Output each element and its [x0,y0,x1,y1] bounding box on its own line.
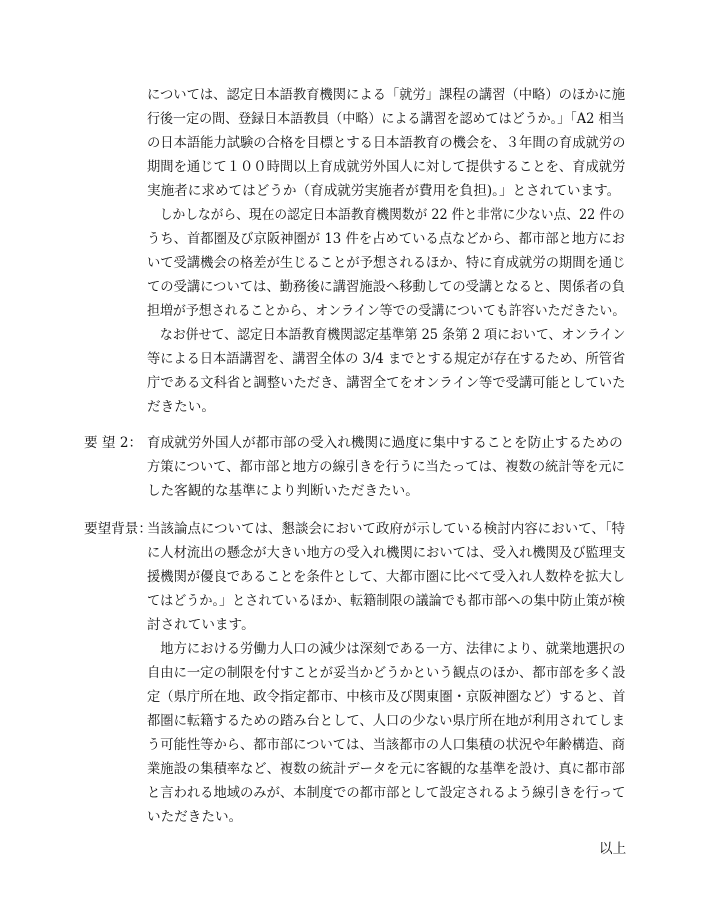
closing-text: 以上 [599,841,627,857]
text-line: うち、首都圏及び京阪神圏が 13 件を占めている点などから、都市部と地方にお [147,231,626,247]
text-line: 自由に一定の制限を付すことが妥当かどうかという観点のほか、都市部を多く設 [147,665,626,681]
text-line: に人材流出の懸念が大きい地方の受入れ機関においては、受入れ機関及び監理支 [147,545,626,561]
text-line: ての受講については、勤務後に講習施設へ移動しての受講となると、関係者の負 [147,279,626,295]
text-line: した客観的な基準により判断いただきたい。 [147,483,419,499]
request-2-label: 要 望 2： [84,435,143,451]
text-line: 育成就労外国人が都市部の受入れ機関に過度に集中することを防止するための [147,435,623,451]
text-line: 実施者に求めてはどうか（育成就労実施者が費用を負担)。」とされています。 [147,183,621,199]
text-line: 当該論点については、懇談会において政府が示している検討内容において、「特 [147,521,626,537]
text-line: てはどうか。」とされているほか、転籍制限の議論でも都市部への集中防止策が検 [147,593,626,609]
text-line: いただきたい。 [147,809,243,825]
text-line: 庁である文科省と調整いただき、講習全てをオンライン等で受講可能としていた [147,375,626,391]
text-line: なお併せて、認定日本語教育機関認定基準第 25 条第 2 項において、オンライン [147,327,626,343]
text-line: 行後一定の間、登録日本語教員（中略）による講習を認めてはどうか。」「A2 相当 [147,111,625,127]
text-line: については、認定日本語教育機関による「就労」課程の講習（中略）のほかに施 [147,87,626,103]
text-line: 期間を通じて１００時間以上育成就労外国人に対して提供することを、育成就労 [147,159,626,175]
text-line: 地方における労働力人口の減少は深刻である一方、法律により、就業地選択の [147,641,626,657]
text-line: だきたい。 [147,399,215,415]
text-line: いて受講機会の格差が生じることが予想されるほか、特に育成就労の期間を通じ [147,255,626,271]
text-line: しかしながら、現在の認定日本語教育機関数が 22 件と非常に少ない点、22 件の [147,207,625,223]
text-line: う可能性等から、都市部については、当該都市の人口集積の状況や年齢構造、商 [147,737,626,753]
text-line: 都圏に転籍するための踏み台として、人口の少ない県庁所在地が利用されてしま [147,713,626,729]
text-line: 等による日本語講習を、講習全体の 3/4 までとする規定が存在するため、所管省 [147,351,626,367]
text-line: 討されています。 [147,617,255,633]
text-line: と言われる地域のみが、本制度での都市部として設定されるよう線引きを行って [147,785,626,801]
text-line: 方策について、都市部と地方の線引きを行うに当たっては、複数の統計等を元に [147,459,625,475]
text-line: 担増が予想されることから、オンライン等での受講についても許容いただきたい。 [147,303,626,319]
text-line: 業施設の集積率など、複数の統計データを元に客観的な基準を設け、真に都市部 [147,761,625,777]
text-line: の日本語能力試験の合格を目標とする日本語教育の機会を、３年間の育成就労の [147,135,626,151]
text-line: 援機関が優良であることを条件として、大都市圏に比べて受入れ人数枠を拡大し [147,569,626,585]
background-label: 要望背景： [84,521,152,537]
text-line: 定（県庁所在地、政令指定都市、中核市及び関東圏・京阪神圏など）すると、首 [147,689,626,705]
